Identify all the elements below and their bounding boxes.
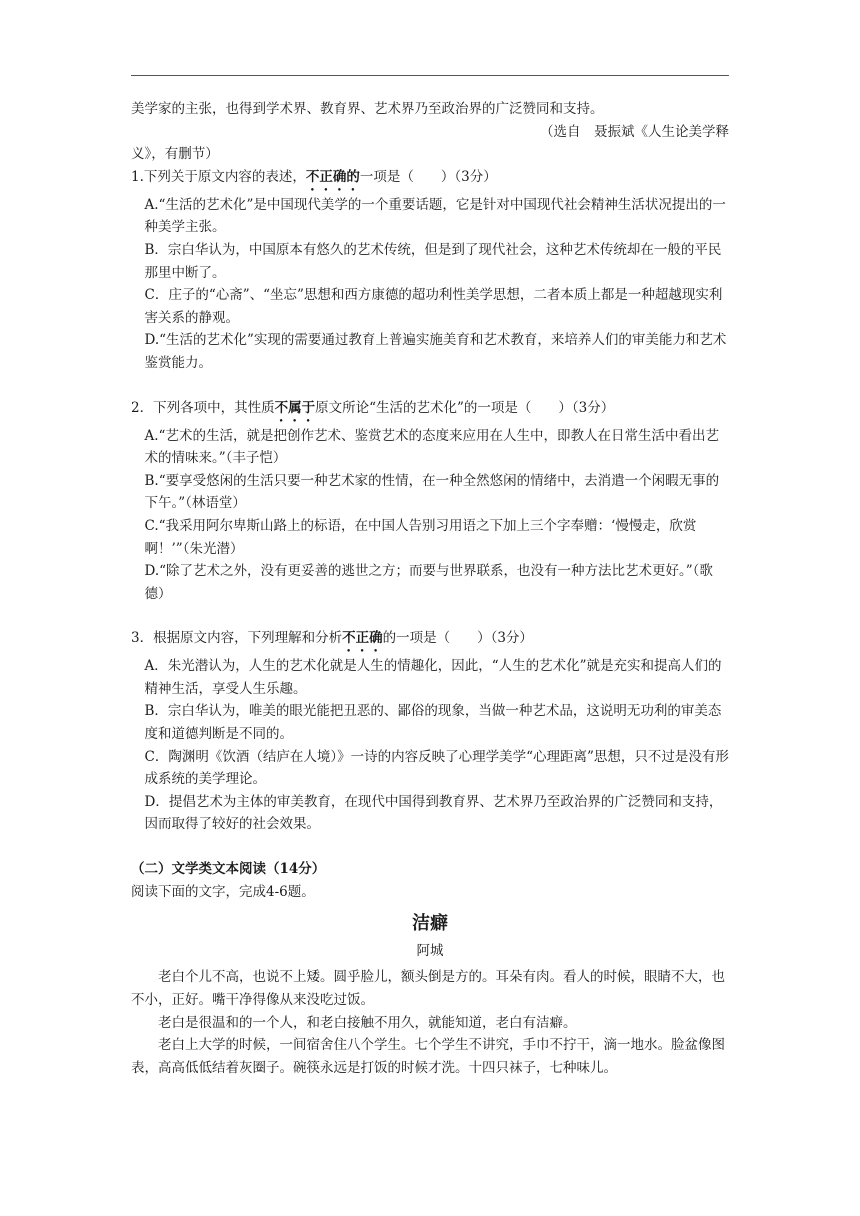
question-3-emphasis: 不正确 xyxy=(342,630,383,647)
story-paragraph: 老白上大学的时候，一间宿舍住八个学生。七个学生不讲究，手巾不拧干，滴一地水。脸盆像图表，高高低低结着灰圈子。碗筷永远是打饭的时候才洗。十四只袜子，七种味儿。 xyxy=(131,1037,725,1076)
question-3-text-end: 的一项是（ ）（3分） xyxy=(382,630,533,647)
source-line-1: （选自 聂振斌《人生论美学释 xyxy=(540,123,729,140)
spacer xyxy=(131,605,729,627)
section-2-title: （二）文学类文本阅读（14分） xyxy=(131,861,326,878)
spacer xyxy=(131,836,729,858)
q1-option-b: B．宗白华认为，中国原本有悠久的艺术传统，但是到了现代社会，这种艺术传统却在一般的平民那里中断了。 xyxy=(144,241,722,281)
header-rule xyxy=(131,75,729,76)
q1-option-c: C．庄子的“心斋”、“坐忘”思想和西方康德的超功利性美学思想，二者本质上都是一种超越现实利害关系的静观。 xyxy=(144,287,723,326)
q2-option-d: D.“除了艺术之外，没有更妥善的逃世之方；而要与世界联系，也没有一种方法比艺术更好。”（歌德） xyxy=(144,563,713,602)
q2-option-b: B.“要享受悠闲的生活只要一种艺术家的性情，在一种全然悠闲的情绪中，去消遣一个闲暇无事的下午。”（林语堂） xyxy=(144,472,720,512)
question-1-text-end: 一项是（ ）（3分） xyxy=(359,168,497,185)
source-line-2: 义》，有删节） xyxy=(131,146,219,163)
question-1 xyxy=(131,166,729,194)
spacer xyxy=(131,375,729,397)
document-body xyxy=(131,98,729,1079)
q1-option-a: A.“生活的艺术化”是中国现代美学的一个重要话题，它是针对中国现代社会精神生活状况提出的一种美学主张。 xyxy=(144,196,726,236)
story-author: 阿城 xyxy=(416,942,444,959)
question-2 xyxy=(131,397,729,425)
q3-option-b: B．宗白华认为，唯美的眼光能把丑恶的、鄙俗的现象，当做一种艺术品，这说明无功利的审美态度和道德判断是不同的。 xyxy=(144,703,722,743)
q2-option-c: C.“我采用阿尔卑斯山路上的标语，在中国人告别习用语之下加上三个字奉赠：‘慢慢走，欣赏啊！’”（朱光潜） xyxy=(144,517,697,557)
question-2-text: 2．下列各项中，其性质 xyxy=(131,399,275,416)
question-2-emphasis: 不属于 xyxy=(274,399,316,416)
story-title: 洁癖 xyxy=(412,913,448,935)
question-3 xyxy=(131,627,729,655)
question-1-emphasis: 不正确的 xyxy=(305,168,360,185)
question-2-text-end: 原文所论“生活的艺术化”的一项是（ ）（3分） xyxy=(315,399,615,416)
passage-tail: 美学家的主张，也得到学术界、教育界、艺术界乃至政治界的广泛赞同和支持。 xyxy=(131,101,604,117)
question-1-text: 1.下列关于原文内容的表述， xyxy=(131,168,306,185)
q2-option-a: A.“艺术的生活，就是把创作艺术、鉴赏艺术的态度来应用在人生中，即教人在日常生活中看出艺术的情味来。”（丰子恺） xyxy=(144,427,719,467)
q3-option-c: C．陶渊明《饮酒（结庐在人境）》一诗的内容反映了心理学美学“心理距离”思想，只不过是没有形成系统的美学理论。 xyxy=(144,748,729,788)
story-paragraph: 老白是很温和的一个人，和老白接触不用久，就能知道，老白有洁癖。 xyxy=(158,1014,577,1031)
q3-option-a: A．朱光潜认为，人生的艺术化就是人生的情趣化，因此，“人生的艺术化”就是充实和提高人们的精神生活，享受人生乐趣。 xyxy=(144,658,722,697)
story-paragraph: 老白个儿不高，也说不上矮。圆乎脸儿，额头倒是方的。耳朵有肉。看人的时候，眼睛不大，也不小，正好。嘴干净得像从来没吃过饭。 xyxy=(131,969,725,1008)
q1-option-d: D.“生活的艺术化”实现的需要通过教育上普遍实施美育和艺术教育，来培养人们的审美能力和艺术鉴赏能力。 xyxy=(144,332,727,371)
q3-option-d: D．提倡艺术为主体的审美教育，在现代中国得到教育界、艺术界乃至政治界的广泛赞同和支持，因而取得了较好的社会效果。 xyxy=(144,793,723,833)
section-2-instruction: 阅读下面的文字，完成4-6题。 xyxy=(131,883,315,900)
question-3-text: 3．根据原文内容，下列理解和分析 xyxy=(131,630,343,647)
